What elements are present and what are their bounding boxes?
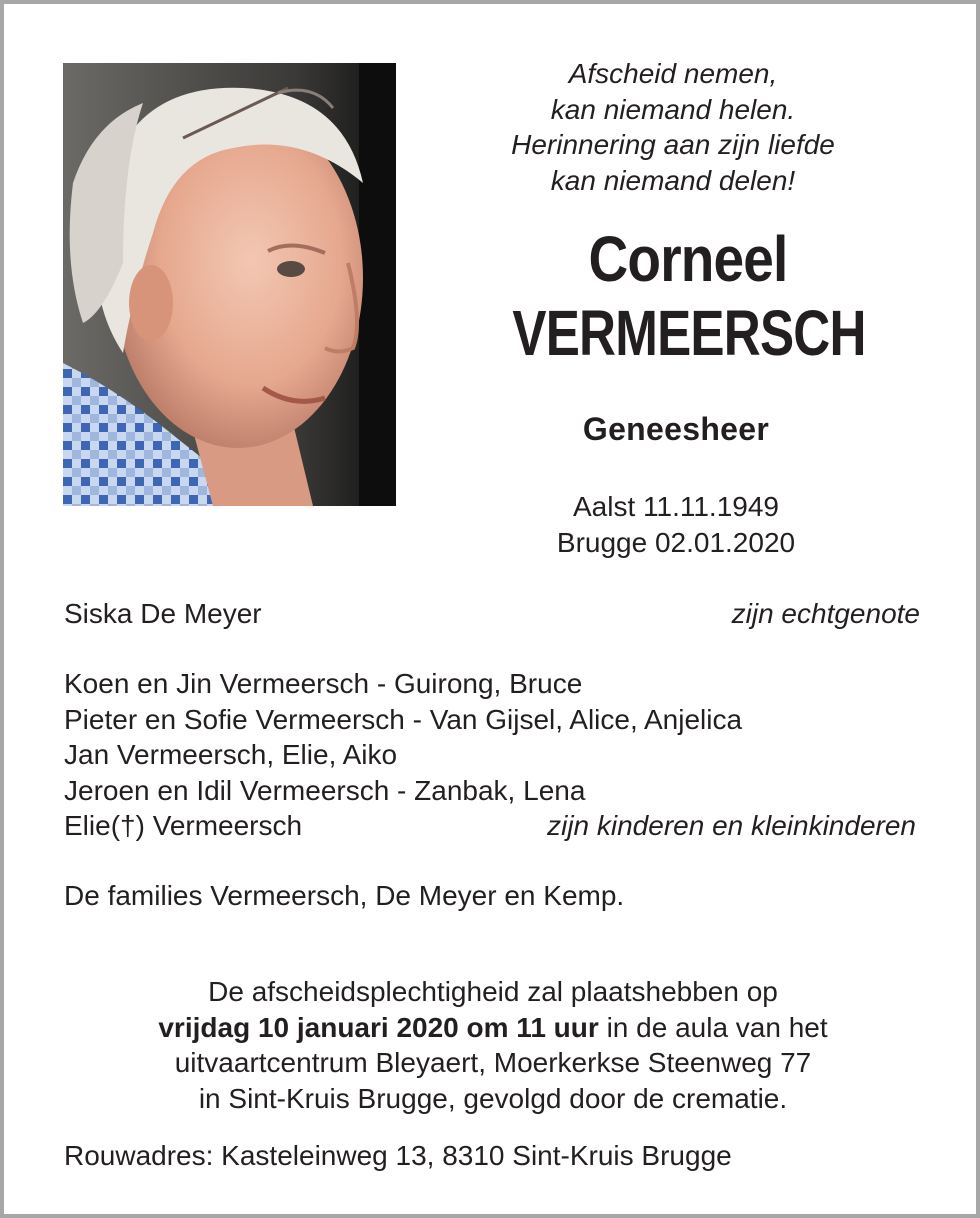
profession: Geneesheer bbox=[582, 411, 770, 447]
last-name: VERMEERSCH bbox=[512, 297, 866, 369]
children-relation: zijn kinderen en kleinkinderen bbox=[547, 810, 916, 841]
spouse-relation: zijn echtgenote bbox=[731, 598, 920, 629]
first-name: Corneel bbox=[588, 223, 788, 295]
death-date: Brugge 02.01.2020 bbox=[556, 527, 796, 558]
life-dates bbox=[463, 489, 889, 561]
list-item bbox=[64, 702, 922, 738]
list-item bbox=[64, 737, 922, 773]
mourning-address: Rouwadres: Kasteleinweg 13, 8310 Sint-Kruis Brugge bbox=[64, 1140, 732, 1171]
ceremony-line: in Sint-Kruis Brugge, gevolgd door de crematie. bbox=[198, 1082, 788, 1114]
poem-line: kan niemand helen. bbox=[550, 93, 796, 125]
portrait-illustration bbox=[63, 63, 396, 506]
child-line: Pieter en Sofie Vermeersch - Van Gijsel, Alice, Anjelica bbox=[64, 703, 743, 735]
children-list bbox=[64, 666, 922, 844]
birth-date: Aalst 11.11.1949 bbox=[572, 491, 779, 522]
ceremony-line: De afscheidsplechtigheid zal plaatshebben op bbox=[208, 976, 778, 1007]
child-line: Jeroen en Idil Vermeersch - Zanbak, Lena bbox=[64, 774, 586, 806]
ceremony-info bbox=[64, 974, 922, 1116]
portrait-photo bbox=[63, 63, 396, 506]
spouse-row bbox=[64, 596, 922, 632]
poem-line: Afscheid nemen, bbox=[568, 58, 778, 89]
child-line: Koen en Jin Vermeersch - Guirong, Bruce bbox=[64, 668, 583, 699]
child-line: Jan Vermeersch, Elie, Aiko bbox=[64, 739, 398, 770]
poem-line: Herinnering aan zijn liefde bbox=[511, 129, 835, 160]
ceremony-line bbox=[64, 1010, 922, 1046]
ceremony-place-start: in de aula van het bbox=[598, 1011, 828, 1043]
list-item bbox=[64, 773, 922, 809]
ceremony-date: vrijdag 10 januari 2020 om 11 uur bbox=[158, 1011, 599, 1043]
spouse-name: Siska De Meyer bbox=[64, 598, 262, 629]
poem bbox=[463, 56, 883, 198]
list-item bbox=[64, 808, 922, 844]
ceremony-line: uitvaartcentrum Bleyaert, Moerkerkse Steenweg 77 bbox=[174, 1047, 812, 1078]
poem-line: kan niemand delen! bbox=[550, 164, 796, 196]
list-item bbox=[64, 666, 922, 702]
child-line: Elie(†) Vermeersch bbox=[64, 810, 303, 841]
families-line: De families Vermeersch, De Meyer en Kemp. bbox=[64, 880, 625, 911]
